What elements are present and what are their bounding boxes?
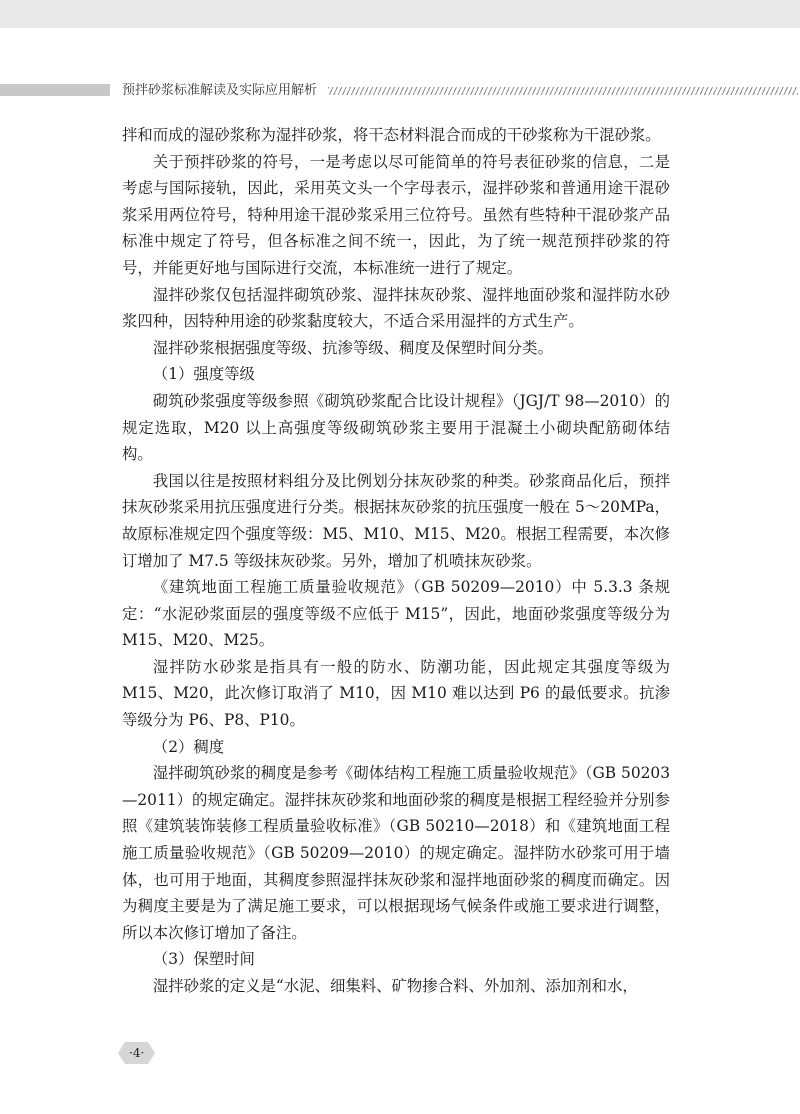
page-body <box>122 122 670 1000</box>
paragraph: 我国以往是按照材料组分及比例划分抹灰砂浆的种类。砂浆商品化后，预拌抹灰砂浆采用抗压强度进行分类。根据抹灰砂浆的抗压强度一般在 5～20MPa，故原标准规定四个强度等级：M5、M10、M15、M20。根据工程需要，本次修订增加了 M7.5 等级抹灰砂浆。另外，增加了机喷抹灰砂浆。 <box>122 471 670 570</box>
paragraph: 关于预拌砂浆的符号，一是考虑以尽可能简单的符号表征砂浆的信息，二是考虑与国际接轨，因此，采用英文头一个字母表示，湿拌砂浆和普通用途干混砂浆采用两位符号，特种用途干混砂浆采用三位符号。虽然有些特种干混砂浆产品标准中规定了符号，但各标准之间不统一，因此，为了统一规范预拌砂浆的符号，并能更好地与国际进行交流，本标准统一进行了规定。 <box>122 152 670 277</box>
header-gray-block <box>0 84 110 96</box>
section-heading: （3）保塑时间 <box>152 950 255 969</box>
page-number-badge <box>118 1042 155 1064</box>
page-number-right-cap <box>148 1042 155 1064</box>
paragraph: 《建筑地面工程施工质量验收规范》（GB 50209—2010）中 5.3.3 条规定：“水泥砂浆面层的强度等级不应低于 M15”，因此，地面砂浆强度等级分为 M15、M20、M25。 <box>122 578 670 650</box>
paragraph: 湿拌砌筑砂浆的稠度是参考《砌体结构工程施工质量验收规范》（GB 50203—2011）的规定确定。湿拌抹灰砂浆和地面砂浆的稠度是根据工程经验并分别参照《建筑装饰装修工程质量验收标准》（GB 50210—2018）和《建筑地面工程施工质量验收规范》（GB 50209—2010）的规定确定。湿拌防水砂浆可用于墙体，也可用于地面，其稠度参照湿拌抹灰砂浆和湿拌地面砂浆的稠度而确定。因为稠度主要是为了满足施工要求，可以根据现场气候条件或施工要求进行调整，所以本次修订增加了备注。 <box>122 764 670 942</box>
page-number: ·4· <box>125 1042 148 1064</box>
paragraph: 湿拌砂浆根据强度等级、抗渗等级、稠度及保塑时间分类。 <box>152 338 553 357</box>
section-heading: （1）强度等级 <box>152 365 255 384</box>
paragraph: 湿拌砂浆的定义是“水泥、细集料、矿物掺合料、外加剂、添加剂和水， <box>152 977 638 995</box>
running-header-title: 预拌砂浆标准解读及实际应用解析 <box>122 83 318 98</box>
header-hatch-rule <box>328 87 798 95</box>
page-number-left-cap <box>118 1042 125 1064</box>
paragraph: 湿拌防水砂浆是指具有一般的防水、防潮功能，因此规定其强度等级为 M15、M20，此次修订取消了 M10，因 M10 难以达到 P6 的最低要求。抗渗等级分为 P6、P8、P10。 <box>122 657 670 730</box>
paragraph: 拌和而成的湿砂浆称为湿拌砂浆，将干态材料混合而成的干砂浆称为干混砂浆。 <box>122 126 661 144</box>
top-gray-band <box>0 0 800 28</box>
section-heading: （2）稠度 <box>152 737 225 756</box>
paragraph: 砌筑砂浆强度等级参照《砌筑砂浆配合比设计规程》（JGJ/T 98—2010）的规定选取，M20 以上高强度等级砌筑砂浆主要用于混凝土小砌块配筋砌体结构。 <box>122 391 670 464</box>
paragraph: 湿拌砂浆仅包括湿拌砌筑砂浆、湿拌抹灰砂浆、湿拌地面砂浆和湿拌防水砂浆四种，因特种用途的砂浆黏度较大，不适合采用湿拌的方式生产。 <box>122 285 670 331</box>
